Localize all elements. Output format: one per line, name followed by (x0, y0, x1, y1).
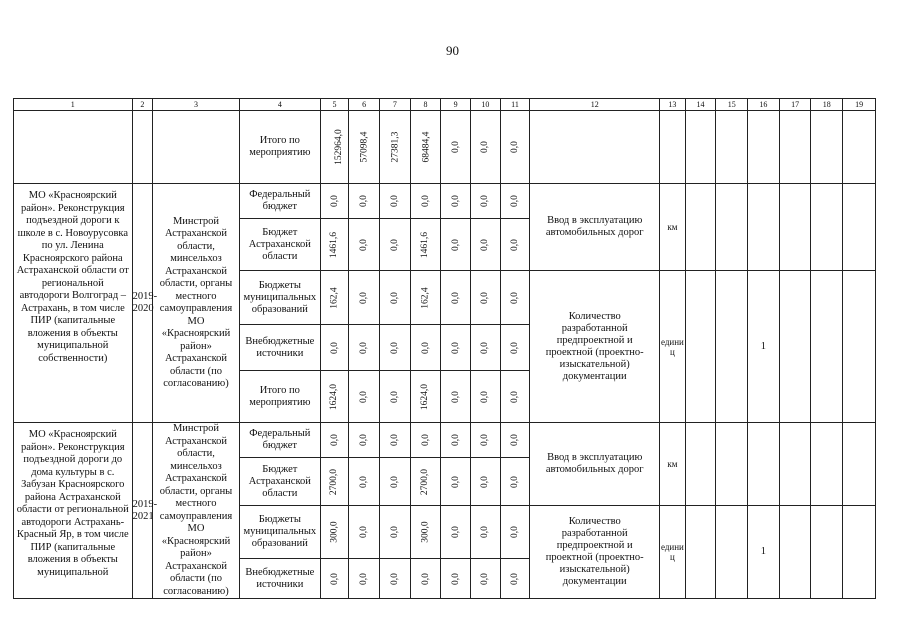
g2-r2-val7-value: 0,0 (389, 526, 400, 538)
g1-r2-val10 (471, 271, 501, 325)
g1-r1-val8 (410, 219, 441, 271)
g2-r1-val6 (349, 458, 380, 506)
g0-val11-value: 0,0 (509, 141, 520, 153)
g2-r1-val11 (500, 458, 530, 506)
g2-ind1-col14 (685, 423, 716, 506)
g2-r3-val11-value: 0,0 (509, 572, 520, 585)
g2-r2-val11 (500, 506, 530, 559)
g0-val5-value: 152964,0 (333, 129, 344, 165)
g2-r2-val5 (320, 506, 349, 559)
g1-r0-val8-value: 0,0 (420, 195, 431, 207)
g2-r0-val10-value: 0,0 (480, 434, 491, 446)
g2-years: 2019-2021 (132, 423, 152, 599)
g1-ind1-col14 (685, 184, 716, 271)
g2-source-label-1: Бюджет Астраханской области (239, 458, 320, 506)
g2-r0-val8-value: 0,0 (420, 434, 431, 446)
g2-ind1-col15 (716, 423, 748, 506)
g1-r0-val11-value: 0,0 (509, 195, 520, 207)
g2-r0-val9 (441, 423, 471, 458)
g1-source-label-0: Федеральный бюджет (239, 184, 320, 219)
g0-val5 (320, 111, 349, 184)
g1-r4-val11 (500, 371, 530, 423)
g0-val10 (471, 111, 501, 184)
g2-r3-val9-value: 0,0 (450, 572, 461, 585)
g1-r0-val6 (349, 184, 380, 219)
g2-ind1-text: Ввод в эксплуатацию автомобильных дорог (530, 423, 660, 506)
table-row (14, 111, 876, 184)
g1-r4-val7-value: 0,0 (389, 390, 400, 403)
g2-r1-val6-value: 0,0 (359, 475, 370, 488)
g1-r2-val6-value: 0,0 (359, 291, 370, 304)
g2-ind2-col15 (716, 506, 748, 599)
g2-r1-val11-value: 0,0 (509, 475, 520, 488)
g1-r3-val7 (380, 325, 411, 371)
g1-r1-val7-value: 0,0 (389, 238, 400, 251)
g0-val10-value: 0,0 (480, 141, 491, 153)
g2-r0-val9-value: 0,0 (450, 434, 461, 446)
g1-r2-val9-value: 0,0 (450, 291, 461, 304)
g2-ind1-col18 (811, 423, 843, 506)
g2-r3-val5-value: 0,0 (329, 572, 340, 585)
g1-ind2-col19 (843, 271, 876, 423)
g1-r2-val8 (410, 271, 441, 325)
g2-r0-val5-value: 0,0 (329, 434, 340, 446)
column-header-14: 14 (685, 99, 716, 111)
g2-r0-val6 (349, 423, 380, 458)
g2-r0-val5 (320, 423, 349, 458)
g2-r2-val7 (380, 506, 411, 559)
g1-r3-val10 (471, 325, 501, 371)
g2-r2-val5-value: 300,0 (329, 521, 340, 543)
g1-ind1-text: Ввод в эксплуатацию автомобильных дорог (530, 184, 660, 271)
g1-ind1-col16 (748, 184, 780, 271)
g0-col14 (685, 111, 716, 184)
column-header-11: 11 (500, 99, 530, 111)
g1-r0-val7 (380, 184, 411, 219)
g2-r1-val10-value: 0,0 (480, 475, 491, 488)
g1-r0-val8 (410, 184, 441, 219)
g1-r2-val10-value: 0,0 (480, 291, 491, 304)
column-header-2: 2 (132, 99, 152, 111)
g1-r4-val11-value: 0,0 (509, 390, 520, 403)
g1-r1-val11-value: 0,0 (509, 238, 520, 251)
g2-r1-val7-value: 0,0 (389, 475, 400, 488)
g1-r0-val10 (471, 184, 501, 219)
g0-val6 (349, 111, 380, 184)
g1-r0-val11 (500, 184, 530, 219)
g2-r3-val10 (471, 559, 501, 599)
g1-ind2-col15 (716, 271, 748, 423)
g1-r1-val7 (380, 219, 411, 271)
g2-r1-val10 (471, 458, 501, 506)
g1-r4-val9-value: 0,0 (450, 390, 461, 403)
g1-r3-val6 (349, 325, 380, 371)
g2-r2-val10-value: 0,0 (480, 526, 491, 538)
g1-r4-val5-value: 1624,0 (329, 383, 340, 410)
g1-r4-val7 (380, 371, 411, 423)
g1-ind2-col14 (685, 271, 716, 423)
g0-source-label: Итого по мероприятию (239, 111, 320, 184)
g1-r2-val6 (349, 271, 380, 325)
g1-ind2-text: Количество разработанной предпроектной и проектной (проектно-изыскательной) документации (530, 271, 660, 423)
g1-r1-val9 (441, 219, 471, 271)
g1-years: 2019-2020 (132, 184, 152, 423)
g2-ind2-col18 (811, 506, 843, 599)
g2-source-label-0: Федеральный бюджет (239, 423, 320, 458)
g1-r2-val11-value: 0,0 (509, 291, 520, 304)
g1-executor: Минстрой Астраханской области, минсельхоз Астраханской области, органы местного самоуправления МО «Красноярский район» Астраханской области (по согласованию) (153, 184, 240, 423)
g1-r1-val11 (500, 219, 530, 271)
column-header-8: 8 (410, 99, 441, 111)
g1-r4-val8 (410, 371, 441, 423)
g1-source-label-2: Бюджеты муниципальных образований (239, 271, 320, 325)
g1-r2-val5 (320, 271, 349, 325)
g1-r3-val9 (441, 325, 471, 371)
program-table (13, 98, 876, 599)
g2-source-label-2: Бюджеты муниципальных образований (239, 506, 320, 559)
g1-r2-val9 (441, 271, 471, 325)
g1-r3-val6-value: 0,0 (359, 341, 370, 354)
g1-ind1-col17 (779, 184, 811, 271)
g1-r1-val5-value: 1461,6 (329, 231, 340, 258)
g1-r1-val9-value: 0,0 (450, 238, 461, 251)
column-header-9: 9 (441, 99, 471, 111)
g1-r0-val7-value: 0,0 (389, 195, 400, 207)
g2-ind1-unit: км (660, 423, 686, 506)
g1-r4-val6-value: 0,0 (359, 390, 370, 403)
g2-r2-val9-value: 0,0 (450, 526, 461, 538)
g1-r0-val10-value: 0,0 (480, 195, 491, 207)
g1-ind2-col18 (811, 271, 843, 423)
g1-r3-val5 (320, 325, 349, 371)
g2-r2-val8-value: 300,0 (420, 521, 431, 543)
g1-ind1-col15 (716, 184, 748, 271)
g2-source-label-3: Внебюджетные источники (239, 559, 320, 599)
g1-ind1-col18 (811, 184, 843, 271)
column-header-15: 15 (716, 99, 748, 111)
g2-ind1-col19 (843, 423, 876, 506)
table-row (14, 184, 876, 219)
g1-r1-val10-value: 0,0 (480, 238, 491, 251)
column-header-10: 10 (471, 99, 501, 111)
g1-r4-val6 (349, 371, 380, 423)
g2-r3-val7 (380, 559, 411, 599)
g2-r0-val7-value: 0,0 (389, 434, 400, 446)
g2-r2-val10 (471, 506, 501, 559)
g0-val9-value: 0,0 (450, 141, 461, 153)
g2-r0-val10 (471, 423, 501, 458)
g2-ind1-col17 (779, 423, 811, 506)
g1-r1-val5 (320, 219, 349, 271)
column-header-18: 18 (811, 99, 843, 111)
g2-r2-val8 (410, 506, 441, 559)
g0-years (132, 111, 152, 184)
g1-r2-val5-value: 162,4 (329, 286, 340, 309)
page-number: 90 (446, 43, 459, 58)
g1-ind1-unit: км (660, 184, 686, 271)
table-row (14, 423, 876, 458)
g1-r4-val10 (471, 371, 501, 423)
g2-r2-val9 (441, 506, 471, 559)
column-header-12: 12 (530, 99, 660, 111)
g2-r3-val8-value: 0,0 (420, 572, 431, 585)
g1-r4-val10-value: 0,0 (480, 390, 491, 403)
g2-r3-val5 (320, 559, 349, 599)
g0-val11 (500, 111, 530, 184)
g2-r3-val6-value: 0,0 (359, 572, 370, 585)
g0-col12 (530, 111, 660, 184)
g2-r0-val7 (380, 423, 411, 458)
g1-r0-val6-value: 0,0 (359, 195, 370, 207)
g2-ind2-col19 (843, 506, 876, 599)
g2-r3-val10-value: 0,0 (480, 572, 491, 585)
g2-ind2-col14 (685, 506, 716, 599)
g1-r3-val11-value: 0,0 (509, 341, 520, 354)
g2-ind2-text: Количество разработанной предпроектной и проектной (проектно-изыскательной) документации (530, 506, 660, 599)
g2-r1-val9 (441, 458, 471, 506)
g0-col18 (811, 111, 843, 184)
g0-val7 (380, 111, 411, 184)
g1-r2-val11 (500, 271, 530, 325)
column-header-3: 3 (153, 99, 240, 111)
g1-r0-val5 (320, 184, 349, 219)
g2-r1-val8-value: 2700,0 (420, 468, 431, 495)
g2-name: МО «Красноярский район». Реконструкция подъездной дороги до дома культуры в с. Забузан Красноярского района Астраханской области от региональной автодороги Астрахань-Красный Яр, в том числе ПИР (капитальные вложения в объекты муниципальной (14, 423, 133, 599)
g0-executor (153, 111, 240, 184)
g2-r2-val6 (349, 506, 380, 559)
g1-r3-val8 (410, 325, 441, 371)
g1-r3-val8-value: 0,0 (420, 341, 431, 354)
g1-r0-val9 (441, 184, 471, 219)
column-header-6: 6 (349, 99, 380, 111)
g2-r3-val11 (500, 559, 530, 599)
g1-r1-val10 (471, 219, 501, 271)
g1-r3-val11 (500, 325, 530, 371)
g2-r0-val11-value: 0,0 (509, 434, 520, 446)
g2-r1-val7 (380, 458, 411, 506)
g1-r3-val10-value: 0,0 (480, 341, 491, 354)
g0-val9 (441, 111, 471, 184)
g1-r1-val6 (349, 219, 380, 271)
g1-source-label-1: Бюджет Астраханской области (239, 219, 320, 271)
g2-r3-val6 (349, 559, 380, 599)
g1-r3-val9-value: 0,0 (450, 341, 461, 354)
g2-r0-val11 (500, 423, 530, 458)
column-header-4: 4 (239, 99, 320, 111)
g2-r3-val9 (441, 559, 471, 599)
g2-r2-val6-value: 0,0 (359, 526, 370, 538)
g2-r1-val5-value: 2700,0 (329, 468, 340, 495)
g1-r4-val9 (441, 371, 471, 423)
g1-r0-val5-value: 0,0 (329, 195, 340, 207)
g2-ind1-col16 (748, 423, 780, 506)
g0-name (14, 111, 133, 184)
g2-r0-val8 (410, 423, 441, 458)
g2-r3-val7-value: 0,0 (389, 572, 400, 585)
g2-r1-val8 (410, 458, 441, 506)
g1-source-label-3: Внебюджетные источники (239, 325, 320, 371)
g1-r4-val8-value: 1624,0 (420, 383, 431, 410)
g0-val8-value: 68484,4 (421, 131, 432, 163)
g1-r3-val5-value: 0,0 (329, 341, 340, 354)
g2-r0-val6-value: 0,0 (359, 434, 370, 446)
g1-ind2-col17 (779, 271, 811, 423)
g1-r2-val8-value: 162,4 (420, 286, 431, 309)
g1-ind2-unit: единиц (660, 271, 686, 423)
g2-r1-val5 (320, 458, 349, 506)
g0-col13 (660, 111, 686, 184)
g2-executor: Минстрой Астраханской области, минсельхоз Астраханской области, органы местного самоуправления МО «Красноярский район» Астраханской области (по согласованию) (153, 423, 240, 599)
g2-ind2-col16: 1 (748, 506, 780, 599)
column-header-16: 16 (748, 99, 780, 111)
g0-col17 (779, 111, 811, 184)
g0-val7-value: 27381,3 (390, 131, 401, 163)
g2-r3-val8 (410, 559, 441, 599)
g1-r4-val5 (320, 371, 349, 423)
column-header-17: 17 (779, 99, 811, 111)
g0-col19 (843, 111, 876, 184)
g1-ind1-col19 (843, 184, 876, 271)
g1-r1-val6-value: 0,0 (359, 238, 370, 251)
column-header-5: 5 (320, 99, 349, 111)
g1-source-label-4: Итого по мероприятию (239, 371, 320, 423)
g1-r2-val7-value: 0,0 (389, 291, 400, 304)
g2-r2-val11-value: 0,0 (509, 526, 520, 538)
g2-ind2-col17 (779, 506, 811, 599)
g1-r0-val9-value: 0,0 (450, 195, 461, 207)
g1-name: МО «Красноярский район». Реконструкция подъездной дороги к школе в с. Новоурусовка по ул. Ленина Красноярского района Астраханской области от региональной автодороги Волгоград – Астрахань, в том числе ПИР (капитальные вложения в объекты муниципальной собственности) (14, 184, 133, 423)
g1-r1-val8-value: 1461,6 (420, 231, 431, 258)
g2-ind2-unit: единиц (660, 506, 686, 599)
g0-col16 (748, 111, 780, 184)
g1-r3-val7-value: 0,0 (389, 341, 400, 354)
column-header-7: 7 (380, 99, 411, 111)
column-header-1: 1 (14, 99, 133, 111)
g0-col15 (716, 111, 748, 184)
g2-r1-val9-value: 0,0 (450, 475, 461, 488)
g1-r2-val7 (380, 271, 411, 325)
header-row (14, 99, 876, 111)
g1-ind2-col16: 1 (748, 271, 780, 423)
g0-val6-value: 57098,4 (359, 131, 370, 163)
column-header-19: 19 (843, 99, 876, 111)
column-header-13: 13 (660, 99, 686, 111)
g0-val8 (410, 111, 441, 184)
